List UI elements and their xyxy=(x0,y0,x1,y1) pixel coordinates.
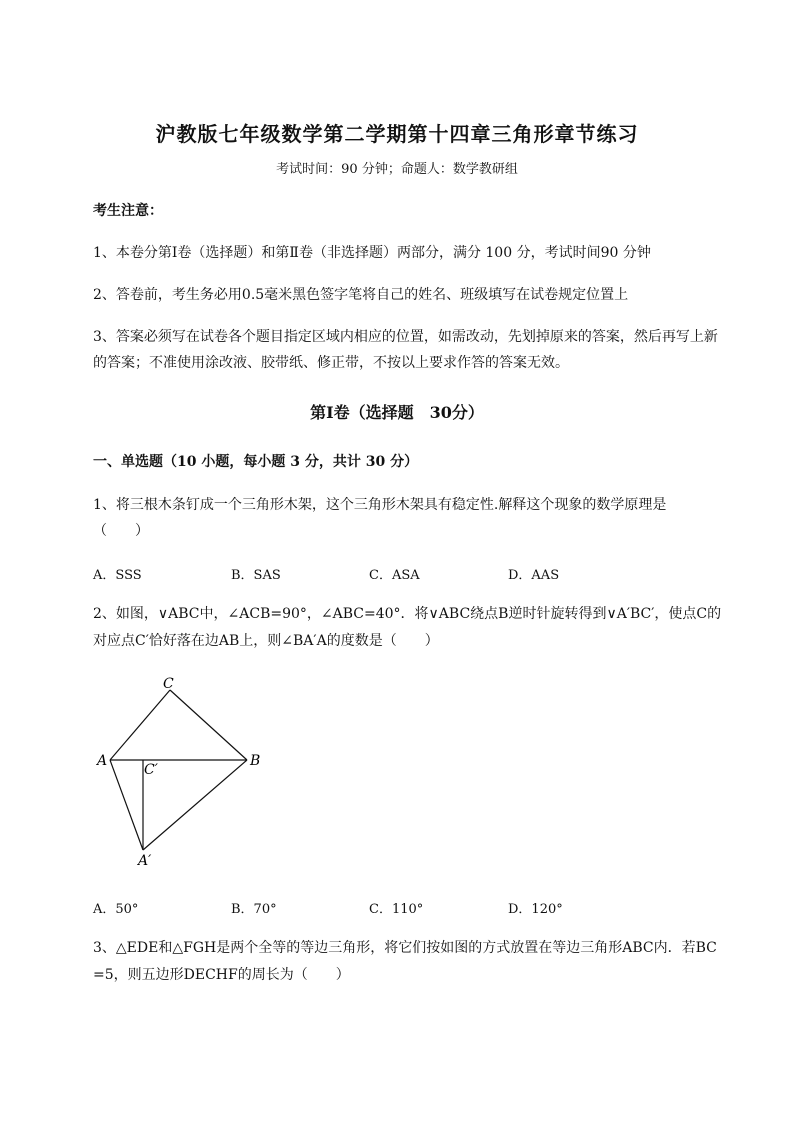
exam-title: 沪教版七年级数学第二学期第十四章三角形章节练习 xyxy=(155,122,639,146)
question-2-option-d: D．120° xyxy=(508,902,563,917)
question-2-option-a: A．50° xyxy=(93,902,139,917)
question-2-option-b: B．70° xyxy=(231,902,277,917)
segment-ca xyxy=(110,690,170,760)
exam-subtitle: 考试时间：90 分钟；命题人：数学教研组 xyxy=(276,162,518,177)
question-2-text: 2、如图，∨ABC中，∠ACB=90°，∠ABC=40°．将∨ABC绕点B逆时针旋转得到∨A′BC′，使点C的 xyxy=(93,606,722,622)
segment-cb xyxy=(170,690,247,760)
question-1-option-b: B．SAS xyxy=(231,568,281,583)
part-heading: 一、单选题（10 小题，每小题 3 分，共计 30 分） xyxy=(93,454,419,470)
label-a-prime: A′ xyxy=(138,853,152,869)
label-b: B xyxy=(250,753,261,769)
question-1-text-cont: （ ） xyxy=(93,523,149,539)
question-1-option-a: A．SSS xyxy=(93,568,142,583)
question-1-text: 1、将三根木条钉成一个三角形木架，这个三角形木架具有稳定性.解释这个现象的数学原理是 xyxy=(93,497,667,513)
segment-aa-prime xyxy=(110,760,143,850)
question-1-option-c: C．ASA xyxy=(369,568,420,583)
label-a: A xyxy=(97,753,108,769)
question-2-figure xyxy=(90,672,270,872)
question-2-text-cont: 对应点C′恰好落在边AB上，则∠BA′A的度数是（ ） xyxy=(93,633,439,649)
notice-item-3: 3、答案必须写在试卷各个题目指定区域内相应的位置，如需改动，先划掉原来的答案，然后再写上新 xyxy=(93,329,718,345)
notice-item-3-cont: 的答案；不准使用涂改液、胶带纸、修正带，不按以上要求作答的答案无效。 xyxy=(93,355,569,371)
segment-a-prime-b xyxy=(143,760,247,850)
label-c: C xyxy=(163,676,174,692)
question-2-option-c: C．110° xyxy=(369,902,424,917)
notice-item-1: 1、本卷分第Ⅰ卷（选择题）和第Ⅱ卷（非选择题）两部分，满分 100 分，考试时间90 分钟 xyxy=(93,245,651,261)
notice-heading: 考生注意： xyxy=(93,203,163,219)
section-title: 第Ⅰ卷（选择题 30分） xyxy=(310,403,484,422)
label-c-prime: C′ xyxy=(144,762,158,778)
question-3-text: 3、△EDE和△FGH是两个全等的等边三角形，将它们按如图的方式放置在等边三角形ABC内．若BC xyxy=(93,940,717,956)
question-3-text-cont: =5，则五边形DECHF的周长为（ ） xyxy=(93,967,350,983)
notice-item-2: 2、答卷前，考生务必用0.5毫米黑色签字笔将自己的姓名、班级填写在试卷规定位置上 xyxy=(93,287,629,303)
question-1-option-d: D．AAS xyxy=(508,568,560,583)
